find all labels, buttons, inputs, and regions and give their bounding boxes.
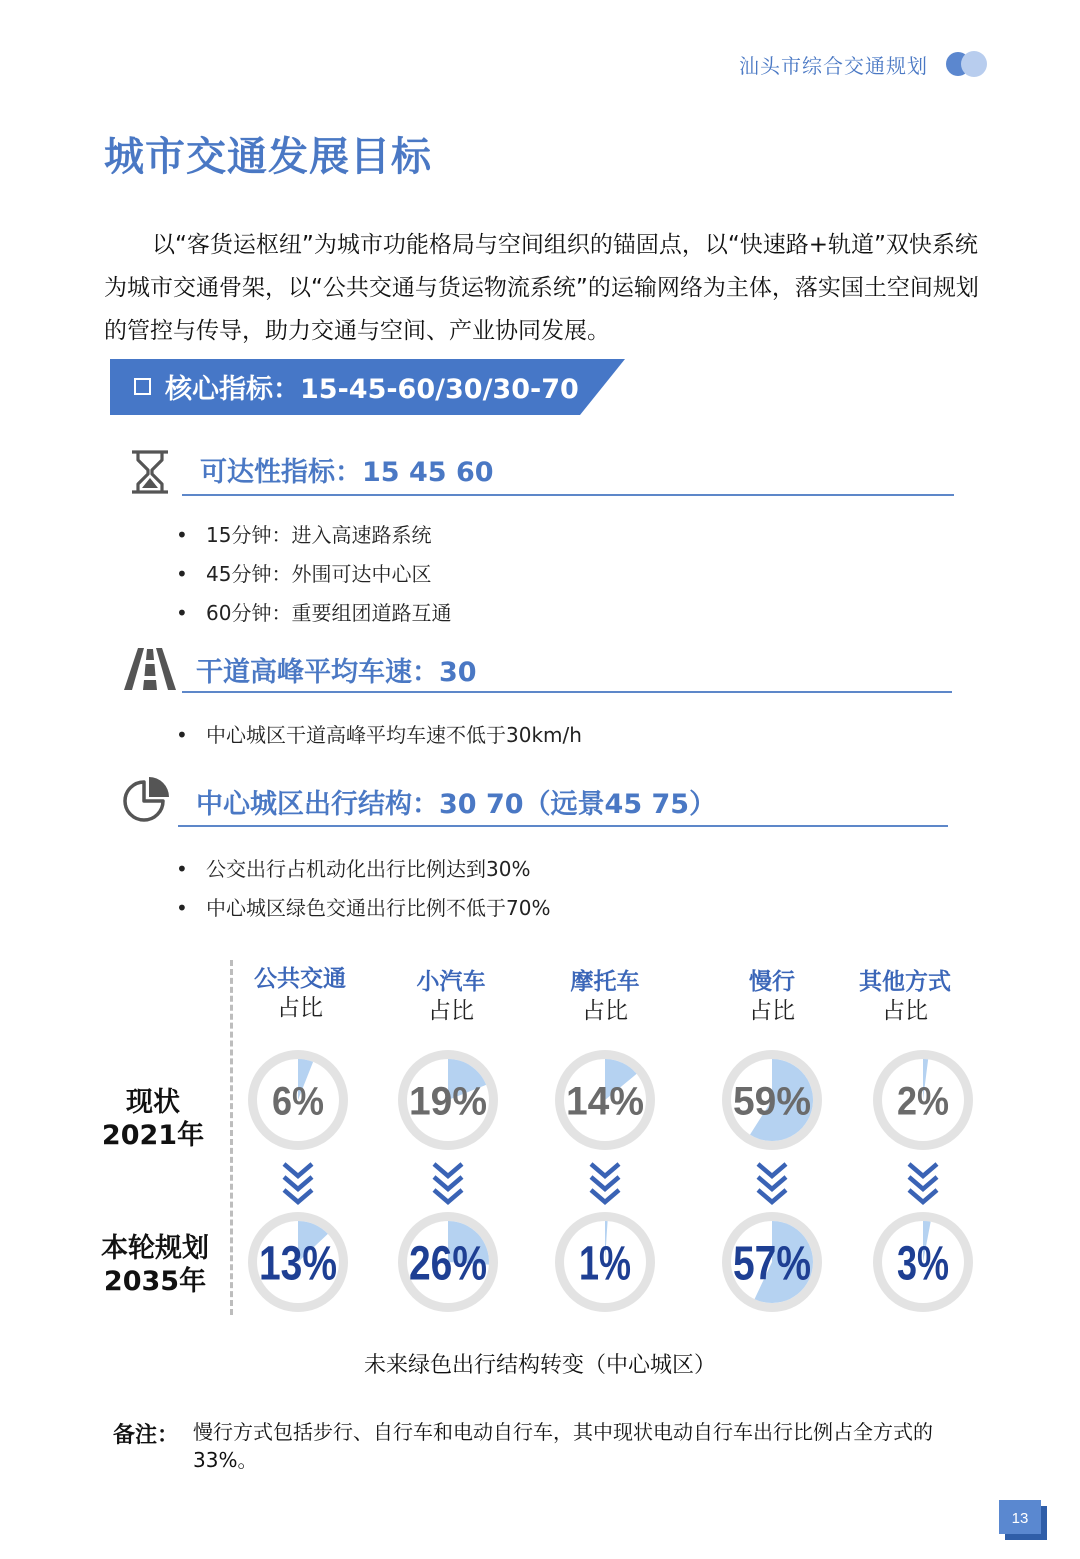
column-header-line1: 小汽车: [416, 969, 486, 995]
list-item: • 公交出行占机动化出行比例达到30%: [176, 850, 550, 889]
donut-value-label: 26%: [409, 1237, 487, 1291]
chart-vertical-divider: [230, 960, 233, 1315]
section-title-travel-structure: 中心城区出行结构：30 70（远景45 75）: [196, 789, 717, 820]
list-item: • 60分钟：重要组团道路互通: [176, 594, 451, 633]
row-label-line2: 2021年: [101, 1120, 205, 1151]
road-icon: [122, 646, 178, 692]
row-label-line2: 2035年: [103, 1266, 207, 1297]
donut-chart: [393, 1045, 503, 1155]
column-header-line2: 占比: [749, 998, 795, 1024]
donut-value-label: 13%: [259, 1237, 337, 1291]
donut-chart: [243, 1207, 353, 1317]
double-chevron-down-icon: [903, 1160, 943, 1206]
donut-value-label: 19%: [409, 1079, 487, 1124]
header-dots-icon: [944, 48, 990, 80]
column-header-line2: 占比: [277, 995, 323, 1021]
donut-chart: [868, 1045, 978, 1155]
donut-value-label: 57%: [733, 1237, 811, 1291]
column-header-slow-traffic: [697, 968, 847, 1026]
chevron-down-icon: [591, 1164, 619, 1176]
bullet-list-speed: [176, 716, 582, 755]
header-title: 汕头市综合交通规划: [739, 54, 928, 78]
row-label-2021: [88, 1086, 218, 1152]
page-title: 城市交通发展目标: [104, 134, 432, 180]
donut-chart: [243, 1045, 353, 1155]
donut-value-label: 2%: [897, 1079, 949, 1124]
row-label-line1: 现状: [126, 1087, 180, 1118]
chart-caption: 未来绿色出行结构转变（中心城区）: [363, 1353, 716, 1378]
double-chevron-down-icon: [585, 1160, 625, 1206]
donut-value-label: 14%: [566, 1079, 644, 1124]
column-header-line1: 慢行: [749, 969, 795, 995]
banner-text: 核心指标：15-45-60/30/30-70: [165, 374, 579, 405]
section-divider: [182, 494, 954, 496]
section-title-accessibility: 可达性指标：15 45 60: [200, 457, 494, 488]
chevron-down-icon: [909, 1164, 937, 1176]
pie-chart-icon: [120, 774, 174, 828]
donut-value-label: 59%: [733, 1079, 811, 1124]
hourglass-icon: [126, 448, 174, 496]
double-chevron-down-icon: [428, 1160, 468, 1206]
column-header-line2: 占比: [582, 998, 628, 1024]
intro-paragraph: 以“客货运枢纽”为城市功能格局与空间组织的锚固点，以“快速路+轨道”双快系统为城市交通骨架，以“公共交通与货运物流系统”的运输网络为主体，落实国土空间规划的管控与传导，助力交通与空间、产业协同发展。: [104, 232, 979, 344]
column-header-line1: 公共交通: [254, 966, 346, 992]
list-item: • 15分钟：进入高速路系统: [176, 516, 451, 555]
section-divider: [178, 825, 948, 827]
core-indicator-banner: [110, 359, 625, 415]
row-label-line1: 本轮规划: [101, 1233, 209, 1264]
column-header-car: [376, 968, 526, 1026]
list-item: • 中心城区干道高峰平均车速不低于30km/h: [176, 716, 582, 755]
list-item: • 45分钟：外围可达中心区: [176, 555, 451, 594]
donut-value-label: 3%: [897, 1237, 949, 1291]
page-number-badge: [999, 1500, 1047, 1540]
chevron-down-icon: [758, 1164, 786, 1176]
chevron-down-icon: [284, 1164, 312, 1176]
bullet-list-accessibility: [176, 516, 451, 633]
column-header-motorcycle: [530, 968, 680, 1026]
double-chevron-down-icon: [752, 1160, 792, 1206]
column-header-line2: 占比: [428, 998, 474, 1024]
donut-value-label: 1%: [579, 1237, 631, 1291]
donut-chart: [393, 1207, 503, 1317]
donut-chart: [717, 1045, 827, 1155]
double-chevron-down-icon: [278, 1160, 318, 1206]
section-divider: [182, 691, 952, 693]
note-label: 备注：: [113, 1423, 180, 1448]
row-label-2035: [90, 1232, 220, 1298]
donut-chart: [550, 1045, 660, 1155]
column-header-line1: 摩托车: [570, 969, 640, 995]
column-header-line2: 占比: [882, 998, 928, 1024]
square-bullet-icon: [134, 378, 151, 395]
list-item: • 中心城区绿色交通出行比例不低于70%: [176, 889, 550, 928]
bullet-list-travel-structure: [176, 850, 550, 928]
donut-chart: [550, 1207, 660, 1317]
section-title-speed: 干道高峰平均车速：30: [196, 657, 477, 688]
donut-value-label: 6%: [272, 1079, 324, 1124]
donut-chart: [868, 1207, 978, 1317]
page-number: 13: [1011, 1510, 1029, 1527]
note-text: 慢行方式包括步行、自行车和电动自行车，其中现状电动自行车出行比例占全方式的33%。: [193, 1420, 933, 1472]
column-header-line1: 其他方式: [859, 969, 951, 995]
column-header-other: [830, 968, 980, 1026]
column-header-public-transit: [225, 965, 375, 1023]
donut-chart: [717, 1207, 827, 1317]
chevron-down-icon: [434, 1164, 462, 1176]
